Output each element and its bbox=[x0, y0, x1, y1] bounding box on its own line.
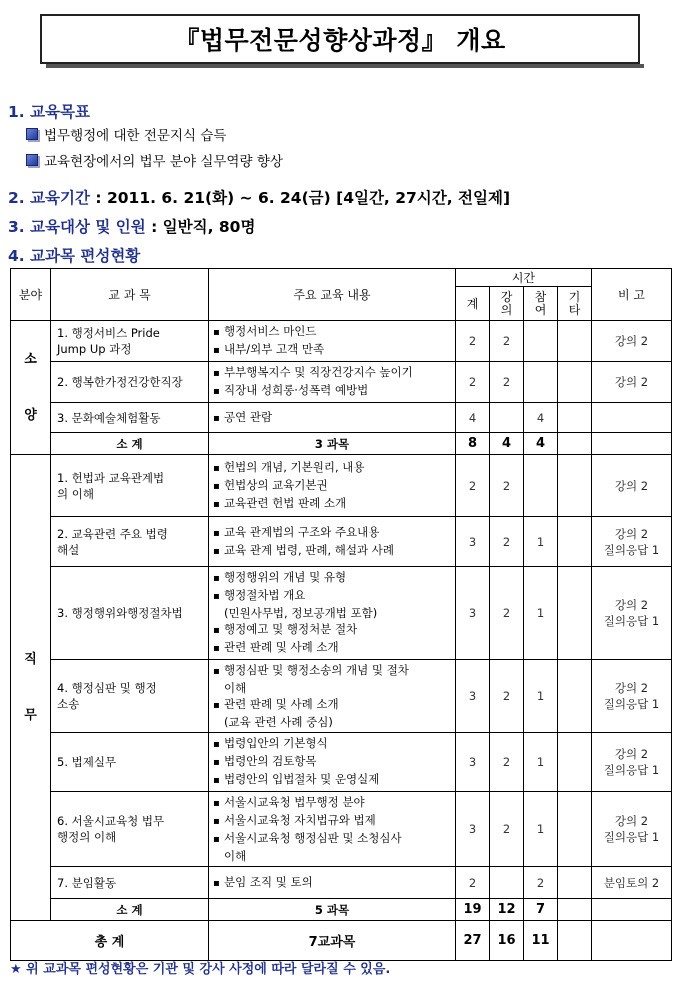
subtotal-other bbox=[558, 433, 592, 455]
hours-participation: 4 bbox=[524, 403, 558, 433]
note-cell: 강의 2 bbox=[592, 455, 672, 517]
header-field: 분야 bbox=[11, 269, 51, 321]
note-cell: 분임토의 2 bbox=[592, 867, 672, 899]
content-list bbox=[213, 735, 451, 789]
table-row bbox=[11, 403, 672, 433]
hours-participation: 2 bbox=[524, 867, 558, 899]
hours-lecture: 2 bbox=[490, 792, 524, 867]
content-item: ▪ 법령입안의 기본형식 bbox=[213, 735, 451, 753]
grand-total-note bbox=[592, 921, 672, 961]
header-time: 시간 bbox=[456, 269, 592, 287]
goal-item-1 bbox=[26, 124, 226, 144]
hours-total: 4 bbox=[456, 403, 490, 433]
subtotal-note bbox=[592, 433, 672, 455]
grand-total-participation: 11 bbox=[524, 921, 558, 961]
content-item: ▪ 행정심판 및 행정소송의 개념 및 절차 bbox=[213, 662, 451, 680]
table-row bbox=[11, 517, 672, 567]
hours-lecture: 2 bbox=[490, 517, 524, 567]
subtotal-count: 3 과목 bbox=[209, 433, 456, 455]
grand-total-lecture: 16 bbox=[490, 921, 524, 961]
section-period-heading: 2. 교육기간 bbox=[8, 189, 90, 207]
content-item: ▪ 행정행위의 개념 및 유형 bbox=[213, 569, 451, 587]
subtotal-other bbox=[558, 899, 592, 921]
hours-other bbox=[558, 517, 592, 567]
grand-total-count: 7교과목 bbox=[209, 921, 456, 961]
hours-participation: 1 bbox=[524, 567, 558, 660]
content-item: ▪ 관련 판례 및 사례 소개 bbox=[213, 639, 451, 657]
table-row bbox=[11, 867, 672, 899]
table-row bbox=[11, 362, 672, 403]
note-cell: 강의 2 질의응답 1 bbox=[592, 733, 672, 792]
subtotal-row bbox=[11, 433, 672, 455]
hours-other bbox=[558, 660, 592, 733]
hours-other bbox=[558, 321, 592, 362]
hours-lecture: 2 bbox=[490, 567, 524, 660]
subtotal-count: 5 과목 bbox=[209, 899, 456, 921]
hours-total: 3 bbox=[456, 792, 490, 867]
hours-participation: 1 bbox=[524, 660, 558, 733]
content-cell bbox=[209, 567, 456, 660]
header-participation: 참 여 bbox=[524, 287, 558, 321]
section-target-value: : 일반직, 80명 bbox=[145, 218, 256, 236]
hours-lecture bbox=[490, 867, 524, 899]
content-cell bbox=[209, 362, 456, 403]
subtotal-participation: 4 bbox=[524, 433, 558, 455]
hours-total: 3 bbox=[456, 517, 490, 567]
content-item: (민원사무법, 정보공개법 포함) bbox=[224, 606, 378, 620]
section-target-heading: 3. 교육대상 및 인원 bbox=[8, 218, 146, 236]
footnote: ★ 위 교과목 편성현황은 기관 및 강사 사정에 따라 달라질 수 있음. bbox=[10, 962, 391, 977]
subject-cell: 2. 행복한가정건강한직장 bbox=[51, 362, 209, 403]
section-period bbox=[8, 186, 510, 208]
section-goal-heading: 1. 교육목표 bbox=[8, 103, 90, 121]
hours-total: 2 bbox=[456, 321, 490, 362]
content-list bbox=[213, 459, 451, 513]
subtotal-row bbox=[11, 899, 672, 921]
section-curriculum-heading: 4. 교과목 편성현황 bbox=[8, 247, 141, 265]
content-item: ▪ 서울시교육청 자치법규와 법제 bbox=[213, 812, 451, 830]
hours-participation: 1 bbox=[524, 792, 558, 867]
grand-total-total: 27 bbox=[456, 921, 490, 961]
hours-lecture: 2 bbox=[490, 455, 524, 517]
subject-cell: 1. 행정서비스 Pride Jump Up 과정 bbox=[51, 321, 209, 362]
table-row bbox=[11, 733, 672, 792]
content-cell bbox=[209, 733, 456, 792]
content-cell bbox=[209, 792, 456, 867]
field-label: 직 무 bbox=[11, 455, 51, 921]
goal-item-2 bbox=[26, 150, 283, 170]
subtotal-total: 19 bbox=[456, 899, 490, 921]
hours-other bbox=[558, 733, 592, 792]
content-cell bbox=[209, 660, 456, 733]
content-list bbox=[213, 662, 451, 730]
content-cell bbox=[209, 517, 456, 567]
hours-total: 3 bbox=[456, 567, 490, 660]
hours-participation bbox=[524, 362, 558, 403]
note-cell: 강의 2 질의응답 1 bbox=[592, 660, 672, 733]
content-item: ▪ 분임 조직 및 토의 bbox=[213, 874, 451, 892]
hours-lecture: 2 bbox=[490, 321, 524, 362]
content-item: ▪ 교육관련 헌법 판례 소개 bbox=[213, 495, 451, 513]
hours-total: 3 bbox=[456, 733, 490, 792]
page-title: 『법무전문성향상과정』 개요 bbox=[174, 26, 506, 55]
content-item: ▪ 교육 관계법의 구조와 주요내용 bbox=[213, 524, 451, 542]
goal-item-1-text: 법무행정에 대한 전문지식 습득 bbox=[44, 128, 227, 144]
table-row bbox=[11, 792, 672, 867]
content-item: ▪ 행정절차법 개요 bbox=[213, 587, 451, 605]
subject-cell: 6. 서울시교육청 법무 행정의 이해 bbox=[51, 792, 209, 867]
content-item: ▪ 행정서비스 마인드 bbox=[213, 323, 451, 341]
header-lecture: 강 의 bbox=[490, 287, 524, 321]
subject-cell: 2. 교육관련 주요 법령 해설 bbox=[51, 517, 209, 567]
subject-cell: 3. 행정행위와행정절차법 bbox=[51, 567, 209, 660]
content-item: ▪ 부부행복지수 및 직장건강지수 높이기 bbox=[213, 364, 451, 382]
hours-total: 2 bbox=[456, 867, 490, 899]
field-label: 소 양 bbox=[11, 321, 51, 455]
header-other: 기 타 bbox=[558, 287, 592, 321]
hours-other bbox=[558, 362, 592, 403]
hours-other bbox=[558, 403, 592, 433]
content-list bbox=[213, 569, 451, 657]
content-item: 이해 bbox=[224, 681, 247, 695]
content-item: ▪ 관련 판례 및 사례 소개 bbox=[213, 696, 451, 714]
subject-cell: 4. 행정심판 및 행정 소송 bbox=[51, 660, 209, 733]
subtotal-note bbox=[592, 899, 672, 921]
content-list bbox=[213, 794, 451, 864]
content-item: ▪ 서울시교육청 행정심판 및 소청심사 bbox=[213, 830, 451, 848]
header-content: 주요 교육 내용 bbox=[209, 269, 456, 321]
header-subject: 교 과 목 bbox=[51, 269, 209, 321]
content-cell bbox=[209, 321, 456, 362]
subtotal-lecture: 12 bbox=[490, 899, 524, 921]
table-row bbox=[11, 567, 672, 660]
content-item: (교육 관련 사례 중심) bbox=[224, 715, 333, 729]
hours-total: 3 bbox=[456, 660, 490, 733]
hours-participation: 1 bbox=[524, 517, 558, 567]
note-cell: 강의 2 bbox=[592, 362, 672, 403]
hours-other bbox=[558, 455, 592, 517]
content-item: 이해 bbox=[224, 849, 247, 863]
hours-participation bbox=[524, 455, 558, 517]
content-cell bbox=[209, 867, 456, 899]
subtotal-participation: 7 bbox=[524, 899, 558, 921]
subtotal-label: 소 계 bbox=[51, 433, 209, 455]
content-item: ▪ 서울시교육청 법무행정 분야 bbox=[213, 794, 451, 812]
note-cell bbox=[592, 403, 672, 433]
hours-other bbox=[558, 867, 592, 899]
note-cell: 강의 2 질의응답 1 bbox=[592, 517, 672, 567]
blue-square-bullet-icon bbox=[26, 128, 38, 140]
section-period-value: : 2011. 6. 21(화) ~ 6. 24(금) [4일간, 27시간, 전일제] bbox=[89, 189, 511, 207]
content-item: ▪ 교육 관계 법령, 판례, 해설과 사례 bbox=[213, 542, 451, 560]
content-item: ▪ 법령안의 검토항목 bbox=[213, 753, 451, 771]
table-row bbox=[11, 660, 672, 733]
header-total: 계 bbox=[456, 287, 490, 321]
content-list bbox=[213, 409, 451, 427]
content-list bbox=[213, 874, 451, 892]
hours-total: 2 bbox=[456, 362, 490, 403]
content-list bbox=[213, 524, 451, 560]
grand-total-other bbox=[558, 921, 592, 961]
content-item: ▪ 행정예고 및 행정처분 절차 bbox=[213, 621, 451, 639]
content-item: ▪ 공연 관람 bbox=[213, 409, 451, 427]
hours-lecture: 2 bbox=[490, 362, 524, 403]
subtotal-total: 8 bbox=[456, 433, 490, 455]
hours-other bbox=[558, 792, 592, 867]
subject-cell: 5. 법제실무 bbox=[51, 733, 209, 792]
curriculum-table bbox=[10, 268, 672, 961]
hours-lecture: 2 bbox=[490, 660, 524, 733]
section-target bbox=[8, 215, 255, 237]
content-item: ▪ 헌법의 개념, 기본원리, 내용 bbox=[213, 459, 451, 477]
hours-lecture: 2 bbox=[490, 733, 524, 792]
table-row bbox=[11, 321, 672, 362]
subject-cell: 1. 헌법과 교육관계법 의 이해 bbox=[51, 455, 209, 517]
content-item: ▪ 내부/외부 고객 만족 bbox=[213, 341, 451, 359]
hours-lecture bbox=[490, 403, 524, 433]
table-row bbox=[11, 455, 672, 517]
content-cell bbox=[209, 455, 456, 517]
content-item: ▪ 법령안의 입법절차 및 운영실제 bbox=[213, 771, 451, 789]
hours-participation: 1 bbox=[524, 733, 558, 792]
hours-other bbox=[558, 567, 592, 660]
subtotal-lecture: 4 bbox=[490, 433, 524, 455]
note-cell: 강의 2 bbox=[592, 321, 672, 362]
hours-total: 2 bbox=[456, 455, 490, 517]
subject-cell: 3. 문화예술체험활동 bbox=[51, 403, 209, 433]
grand-total-label: 총 계 bbox=[11, 921, 209, 961]
content-list bbox=[213, 364, 451, 400]
hours-participation bbox=[524, 321, 558, 362]
header-note: 비 고 bbox=[592, 269, 672, 321]
blue-square-bullet-icon bbox=[26, 154, 38, 166]
content-item: ▪ 직장내 성희롱·성폭력 예방법 bbox=[213, 382, 451, 400]
content-list bbox=[213, 323, 451, 359]
note-cell: 강의 2 질의응답 1 bbox=[592, 792, 672, 867]
subject-cell: 7. 분임활동 bbox=[51, 867, 209, 899]
note-cell: 강의 2 질의응답 1 bbox=[592, 567, 672, 660]
content-item: ▪ 헌법상의 교육기본권 bbox=[213, 477, 451, 495]
title-box bbox=[40, 14, 640, 64]
goal-item-2-text: 교육현장에서의 법무 분야 실무역량 향상 bbox=[44, 154, 283, 170]
subtotal-label: 소 계 bbox=[51, 899, 209, 921]
content-cell bbox=[209, 403, 456, 433]
grand-total-row bbox=[11, 921, 672, 961]
